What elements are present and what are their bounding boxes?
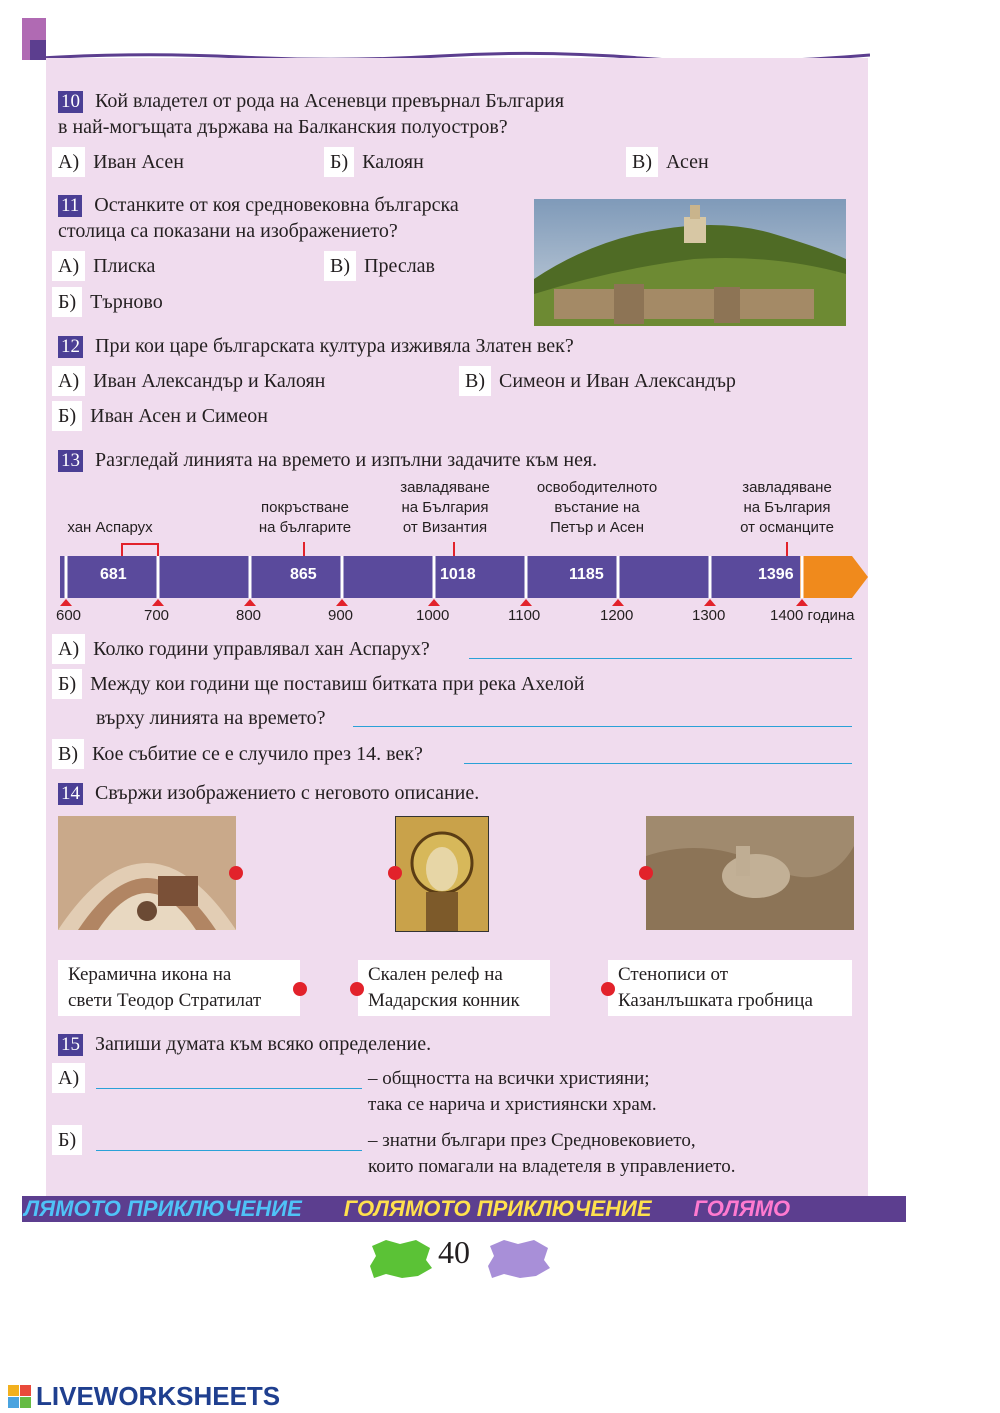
logo-text: LIVEWORKSHEETS	[36, 1381, 281, 1411]
tick-1200: 1200	[600, 607, 634, 624]
q12-option-c[interactable]: В) Симеон и Иван Александър	[459, 366, 736, 396]
question-11	[58, 192, 459, 244]
answer-field-15a[interactable]	[96, 1068, 362, 1089]
question-12	[58, 333, 574, 359]
match-dot-desc-fresco[interactable]	[601, 982, 615, 996]
match-dot-icon[interactable]	[388, 866, 402, 880]
description-icon: Керамична икона на свети Теодор Стратилат	[58, 960, 300, 1016]
question-text: Останките от коя средновековна българска	[94, 194, 459, 216]
q12-option-a[interactable]: А) Иван Александър и Калоян	[52, 366, 325, 396]
question-14	[58, 780, 479, 806]
q12-option-b[interactable]: Б) Иван Асен и Симеон	[52, 401, 268, 431]
event-label-asparuh: хан Аспарух	[67, 519, 153, 536]
q15-item-a-definition: – общността на всички християни; така се нарича и християнски храм.	[368, 1068, 657, 1115]
answer-field-15b[interactable]	[96, 1130, 362, 1151]
madara-rider-photo	[646, 816, 854, 930]
question-number: 13	[58, 450, 83, 472]
question-text: Разгледай линията на времето и изпълни задачите към нея.	[95, 449, 598, 471]
match-dot-madara[interactable]	[639, 866, 653, 880]
question-number: 10	[58, 91, 83, 113]
match-dot-fresco[interactable]	[229, 866, 243, 880]
question-text: Запиши думата към всяко определение.	[95, 1033, 432, 1055]
q13-task-c: В) Кое събитие се е случило през 14. век?	[52, 739, 423, 769]
question-text: Кой владетел от рода на Асеневци превърнал България	[95, 90, 565, 112]
bar-year-1396: 1396	[758, 566, 794, 583]
question-number: 14	[58, 783, 83, 805]
bar-year-681: 681	[100, 566, 127, 583]
q15-item-b-label: Б)	[52, 1125, 90, 1155]
q15-item-b-definition: – знатни българи през Средновековието, които помагали на владетеля в управлението.	[368, 1130, 736, 1177]
match-dot-desc-icon[interactable]	[293, 982, 307, 996]
q11-option-a[interactable]: А) Плиска	[52, 251, 155, 281]
tick-700: 700	[144, 607, 170, 624]
answer-field-b[interactable]	[353, 706, 852, 727]
description-fresco: Стенописи от Казанлъшката гробница	[608, 960, 852, 1016]
match-dot-desc-madara[interactable]	[350, 982, 364, 996]
timeline-bar	[60, 556, 800, 598]
question-15	[58, 1031, 431, 1057]
question-10	[58, 88, 564, 140]
question-number: 12	[58, 336, 83, 358]
adventure-banner: ЛЯМОТО ПРИКЛЮЧЕНИЕ ГОЛЯМОТО ПРИКЛЮЧЕНИЕ ГОЛЯМО	[22, 1196, 906, 1222]
answer-field-a[interactable]	[469, 638, 852, 659]
tick-600: 600	[56, 607, 82, 624]
timeline-arrow	[800, 556, 868, 598]
question-text: При кои царе българската култура изживяла Златен век?	[95, 335, 574, 357]
tick-1300: 1300	[692, 607, 726, 624]
q11-option-c[interactable]: В) Преслав	[324, 251, 435, 281]
tick-1100: 1100	[508, 607, 541, 624]
bulgaria-map-green-icon	[366, 1236, 434, 1282]
question-text: Свържи изображението с неговото описание.	[95, 782, 480, 804]
q13-task-b-cont: върху линията на времето?	[96, 707, 326, 729]
q11-option-b[interactable]: Б) Търново	[52, 287, 163, 317]
bar-year-1185: 1185	[569, 566, 604, 583]
q13-task-b: Б) Между кои години ще поставиш битката при река Ахелой	[52, 669, 584, 699]
question-text-cont: столица са показани на изображението?	[58, 220, 398, 242]
q13-task-a: А) Колко години управлявал хан Аспарух?	[52, 634, 430, 664]
page-number: 40	[438, 1234, 470, 1270]
q15-item-a-label: А)	[52, 1063, 93, 1093]
tick-800: 800	[236, 607, 262, 624]
bar-year-1018: 1018	[440, 566, 476, 583]
tick-900: 900	[328, 607, 354, 624]
icon-photo	[395, 816, 489, 932]
event-label-ottoman-conquest: завладяване на България от османците	[740, 479, 834, 536]
kazanlak-fresco-photo	[58, 816, 236, 930]
description-madara: Скален релеф на Мадарския конник	[358, 960, 550, 1016]
event-label-byzantine-conquest: завладяване на България от Византия	[400, 479, 490, 536]
question-13	[58, 447, 597, 473]
q10-option-c[interactable]: В) Асен	[626, 147, 709, 177]
answer-field-c[interactable]	[464, 743, 852, 764]
bar-year-865: 865	[290, 566, 317, 583]
question-number: 15	[58, 1034, 83, 1056]
event-label-christianization: покръстване на българите	[258, 499, 352, 536]
q10-option-b[interactable]: Б) Калоян	[324, 147, 424, 177]
question-number: 11	[58, 195, 82, 217]
event-label-uprising: освободителното въстание на Петър и Асен	[536, 479, 658, 536]
liveworksheets-logo[interactable]	[8, 1381, 280, 1412]
bulgaria-map-purple-icon	[484, 1236, 552, 1282]
question-text-cont: в най-могъщата държава на Балканския полуостров?	[58, 116, 508, 138]
asparuh-bracket	[122, 544, 158, 558]
q10-option-a[interactable]: А) Иван Асен	[52, 147, 184, 177]
tick-1400: 1400 година	[770, 607, 855, 624]
tick-1000: 1000	[416, 607, 450, 624]
tsarevets-photo	[534, 199, 846, 326]
logo-icon	[8, 1385, 32, 1409]
